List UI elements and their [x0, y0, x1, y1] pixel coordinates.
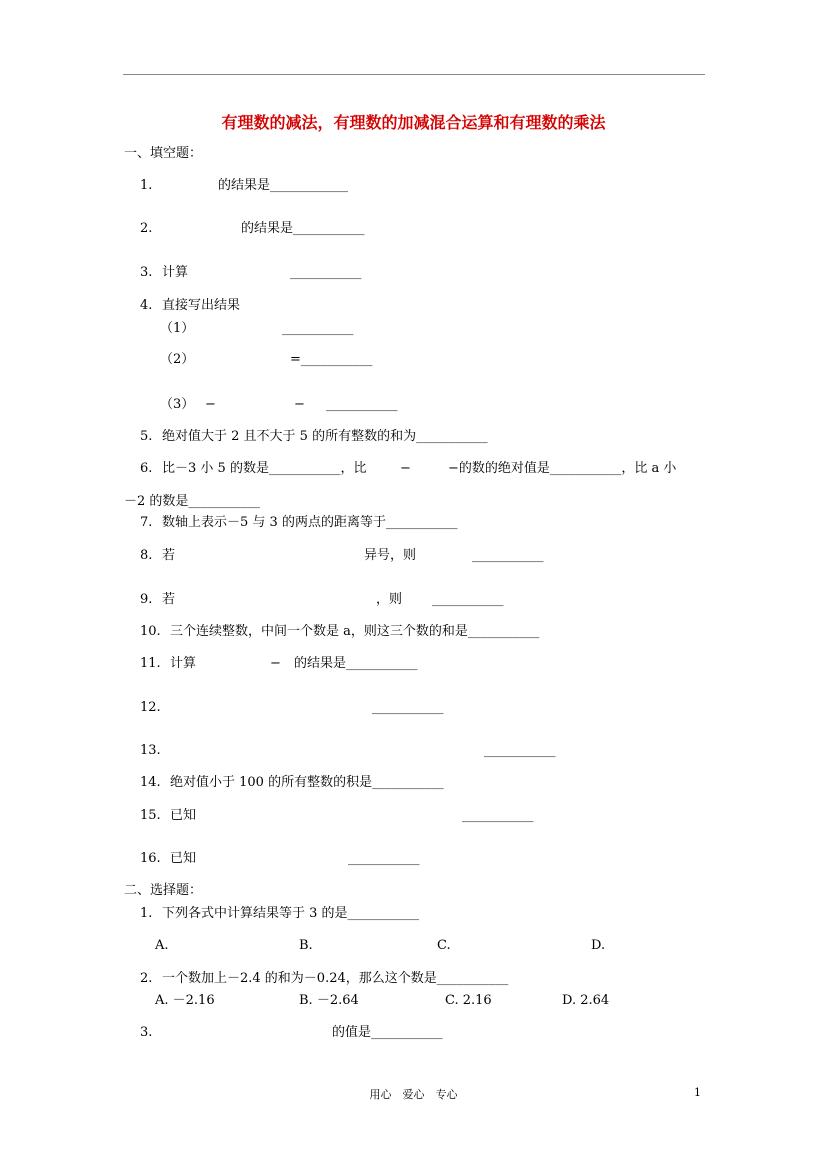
- mc3-text: 的值是___________: [332, 1025, 443, 1040]
- mc2-text: 一个数加上－2.4 的和为－0.24，那么这个数是___________: [162, 971, 509, 986]
- q9-mid: ，则: [376, 592, 403, 607]
- section2-heading: 二、选择题：: [124, 883, 203, 898]
- q8-blank: ___________: [472, 548, 544, 563]
- mc1-text: 下列各式中计算结果等于 3 的是___________: [162, 906, 420, 921]
- q4-sub2-label: （2）: [160, 352, 195, 367]
- header-rule: [123, 74, 705, 75]
- q3-text: 计算: [162, 265, 189, 280]
- q16-blank: ___________: [348, 851, 420, 866]
- q4-sub3-minus-2: −: [294, 397, 305, 412]
- q6-minus: −: [400, 461, 411, 476]
- q10-number: 10.: [140, 624, 161, 639]
- q9-number: 9.: [140, 592, 153, 607]
- q4-text: 直接写出结果: [162, 298, 241, 313]
- q1-number: 1.: [140, 178, 153, 193]
- q6-number: 6.: [140, 461, 153, 476]
- q11-tail: 的结果是___________: [294, 656, 418, 671]
- q8-text: 若: [162, 548, 176, 563]
- footer-motto: 用心 爱心 专心: [369, 1088, 458, 1101]
- q4-sub3-label: （3）: [160, 397, 195, 412]
- q15-blank: ___________: [462, 808, 534, 823]
- section1-heading: 一、填空题：: [124, 146, 203, 161]
- q7-text: 数轴上表示－5 与 3 的两点的距离等于___________: [162, 515, 458, 530]
- q4-sub3-minus-1: −: [205, 397, 216, 412]
- q11-text: 计算: [170, 656, 197, 671]
- q7-number: 7.: [140, 515, 153, 530]
- mc1-number: 1.: [140, 906, 153, 921]
- q9-blank: ___________: [432, 592, 504, 607]
- q14-text: 绝对值小于 100 的所有整数的积是___________: [170, 775, 444, 790]
- q5-text: 绝对值大于 2 且不大于 5 的所有整数的和为___________: [162, 429, 488, 444]
- mc1-option-c: C.: [437, 938, 451, 953]
- mc2-option-d: D. 2.64: [562, 993, 610, 1008]
- q13-number: 13.: [140, 743, 161, 758]
- mc3-number: 3.: [140, 1025, 153, 1040]
- mc2-option-b: B. －2.64: [299, 993, 359, 1008]
- q16-number: 16.: [140, 851, 161, 866]
- q11-number: 11.: [140, 656, 161, 671]
- q9-text: 若: [162, 592, 176, 607]
- q2-text: 的结果是___________: [241, 221, 365, 236]
- q14-number: 14.: [140, 775, 161, 790]
- q12-number: 12.: [140, 700, 161, 715]
- q11-minus: −: [270, 656, 281, 671]
- mc2-option-c: C. 2.16: [445, 993, 492, 1008]
- q5-number: 5.: [140, 429, 153, 444]
- mc1-option-d: D.: [591, 938, 606, 953]
- q6-text-a: 比－3 小 5 的数是___________，比: [162, 461, 367, 476]
- q6-text-b: −的数的绝对值是___________，比 a 小: [448, 461, 677, 476]
- q16-text: 已知: [170, 851, 197, 866]
- mc1-option-b: B.: [299, 938, 313, 953]
- q4-sub1-label: （1）: [160, 321, 195, 336]
- page-number: 1: [694, 1086, 701, 1099]
- q12-blank: ___________: [372, 700, 444, 715]
- q15-text: 已知: [170, 808, 197, 823]
- q6-text-c: －2 的数是___________: [124, 494, 260, 509]
- q4-sub3-blank: ___________: [326, 397, 398, 412]
- q4-sub2-blank: =___________: [290, 352, 373, 367]
- q13-blank: ___________: [484, 743, 556, 758]
- q10-text: 三个连续整数，中间一个数是 a，则这三个数的和是___________: [170, 624, 540, 639]
- q3-number: 3.: [140, 265, 153, 280]
- q1-text: 的结果是____________: [218, 178, 349, 193]
- q15-number: 15.: [140, 808, 161, 823]
- mc2-option-a: A. －2.16: [155, 993, 215, 1008]
- q2-number: 2.: [140, 221, 153, 236]
- mc1-option-a: A.: [155, 938, 169, 953]
- q8-mid: 异号，则: [364, 548, 417, 563]
- mc2-number: 2.: [140, 971, 153, 986]
- q8-number: 8.: [140, 548, 153, 563]
- q4-sub1-blank: ___________: [282, 321, 354, 336]
- page-title: 有理数的减法，有理数的加减混合运算和有理数的乘法: [221, 113, 606, 132]
- q4-number: 4.: [140, 298, 153, 313]
- q3-blank: ___________: [290, 265, 362, 280]
